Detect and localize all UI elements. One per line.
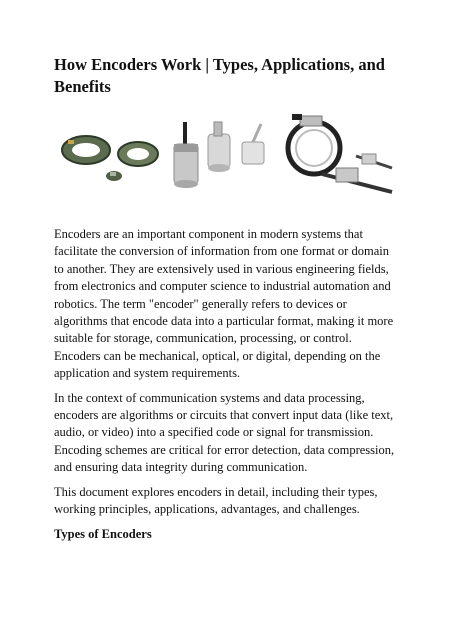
intro-paragraph: Encoders are an important component in modern systems that facilitate the conversion of information from one format or domain to another. They are extensively used in various engineering fields, from electronics and computer science to industrial automation and robotics. The term "encoder" generally refers to devices or algorithms that encode data into a particular format, making it more suitable for storage, communication, processing, or control. Encoders can be mechanical, optical, or digital, depending on the application and system requirements. — [54, 227, 394, 381]
section-heading: Types of Encoders — [54, 526, 152, 541]
overview-paragraph: This document explores encoders in detail, including their types, working principles, applications, advantages, and challenges. — [54, 484, 378, 517]
linear-encoder-group — [288, 114, 392, 192]
communication-paragraph: In the context of communication systems and data processing, encoders are algorithms or circuits that convert input data (like text, audio, or video) into a specified code or signal for transmission. Encoding schemes are critical for error detection, data compression, and ensuring data integrity during communication. — [54, 390, 395, 475]
encoder-products-image — [56, 112, 396, 200]
document-title: How Encoders Work | Types, Applications, and Benefits — [54, 55, 385, 96]
document-body — [54, 226, 400, 550]
ring-encoder-group — [62, 136, 158, 181]
rotary-encoder-group — [174, 122, 264, 188]
